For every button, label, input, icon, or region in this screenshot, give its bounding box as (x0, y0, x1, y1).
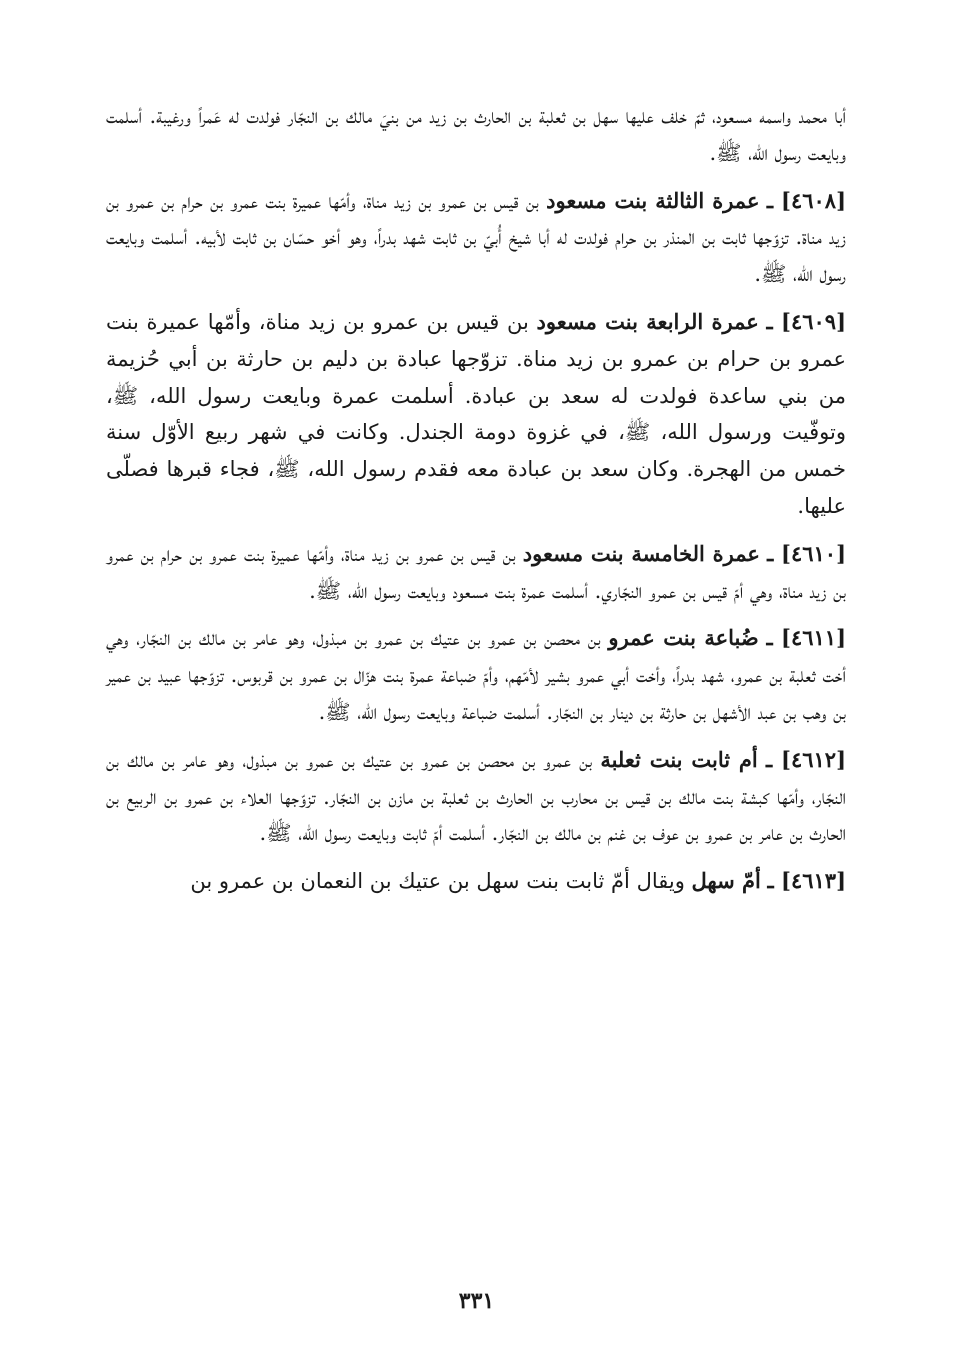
entry-name: عمرة الرابعة بنت مسعود (536, 308, 759, 334)
entry-number: [٤٦٠٩] ـ (766, 308, 846, 334)
entry-4612 (106, 742, 846, 852)
page-body (106, 98, 846, 911)
entry-number: [٤٦١٠] ـ (767, 540, 846, 566)
entry-text: بن قيس بن عمرو بن زيد مناة، وأمّها عميرة بنت عمرو بن حرام بن عمرو بن زيد مناة. تزوّجها عبادة بن دليم بن حارثة بن أبي حُزيمة من بني ساعدة فولدت له سعد بن عبادة. أسلمت عمرة وبايعت رسول الله، ﷺ، وتوفّيت ورسول الله، ﷺ، في غزوة دومة الجندل. وكانت في شهر ربيع الأوّل سنة خمس من الهجرة. وكان سعد بن عبادة معه فقدم رسول الله، ﷺ، فجاء قبرها فصلّى عليها. (106, 309, 846, 518)
entry-number: [٤٦٠٨] ـ (766, 187, 846, 213)
page-number: ٣٣١ (458, 1288, 495, 1314)
entry-text: بن محصن بن عمرو بن عتيك بن عمرو بن مبذول، وهو عامر بن مالك بن النجّار، وهي أخت ثعلبة بن عمرو، شهد بدراً، وأخت أبي عمرو بشير لأمّهم، وأمّ ضباعة عمرة بنت هزّال بن عمرو بن قربوس. تزوّجها عبيد بن عمير بن وهب بن عبد الأشهل بن حارثة بن دينار بن النجّار. أسلمت ضباعة وبايعت رسول الله، ﷺ. (106, 626, 846, 724)
entry-name: عمرة الثالثة بنت مسعود (546, 187, 760, 213)
entry-4613 (106, 863, 846, 900)
entry-text: بن عمرو بن محصن بن عمرو بن عتيك بن عمرو بن مبذول، وهو عامر بن مالك بن النجّار، وأمّها كبشة بنت مالك بن قيس بن محارب بن الحارث بن ثعلبة بن مازن بن النجّار. تزوّجها العلاء بن عمرو بن الربيع بن الحارث بن عامر بن عمرو بن عوف بن غنم بن مالك بن النجّار. أسلمت أمّ ثابت وبايعت رسول الله، ﷺ. (106, 747, 846, 846)
paragraph-text: أبا محمد واسمه مسعود، ثمّ خلف عليها سهل بن ثعلبة بن الحارث بن زيد من بنيَ مالك بن النجّار فولدت له عَمراً ورغيبة. أسلمت وبايعت رسول الله، ﷺ. (106, 104, 846, 165)
entry-number: [٤٦١١] ـ (766, 625, 847, 651)
entry-name: ضُباعة بنت عمرو (608, 625, 759, 651)
entry-name: أمّ سهل (691, 868, 761, 894)
entry-text: ويقال أمّ ثابت بنت سهل بن عتيك بن النعمان بن عمرو بن (190, 869, 692, 894)
entry-name: عمرة الخامسة بنت مسعود (522, 540, 760, 566)
paragraph-continuation (106, 98, 846, 172)
entry-number: [٤٦١٢] ـ (765, 746, 846, 772)
entry-4610 (106, 536, 846, 610)
entry-number: [٤٦١٣] ـ (767, 868, 846, 894)
entry-text: بن قيس بن عمرو بن زيد مناة، وأمّها عميرة بنت عمرو بن حرام بن عمرو بن زيد مناة، وهي أمّ قيس بن عمرو النجّاري. أسلمت عمرة بنت مسعود وبايعت رسول الله، ﷺ. (106, 541, 846, 603)
entry-4611 (106, 620, 846, 730)
entry-name: أم ثابت بنت ثعلبة (600, 746, 758, 772)
entry-4609 (106, 304, 846, 525)
entry-text: بن قيس بن عمرو بن زيد مناة، وأمّها عميرة بنت عمرو بن حرام بن عمرو بن زيد مناة. تزوّجها ثابت بن المنذر بن حرام فولدت له أبا شيخ أُبيّ بن ثابت شهد بدراً، وهو أخو حسّان بن ثابت لأبيه. أسلمت وبايعت رسول الله، ﷺ. (106, 188, 846, 287)
entry-4608 (106, 183, 846, 293)
